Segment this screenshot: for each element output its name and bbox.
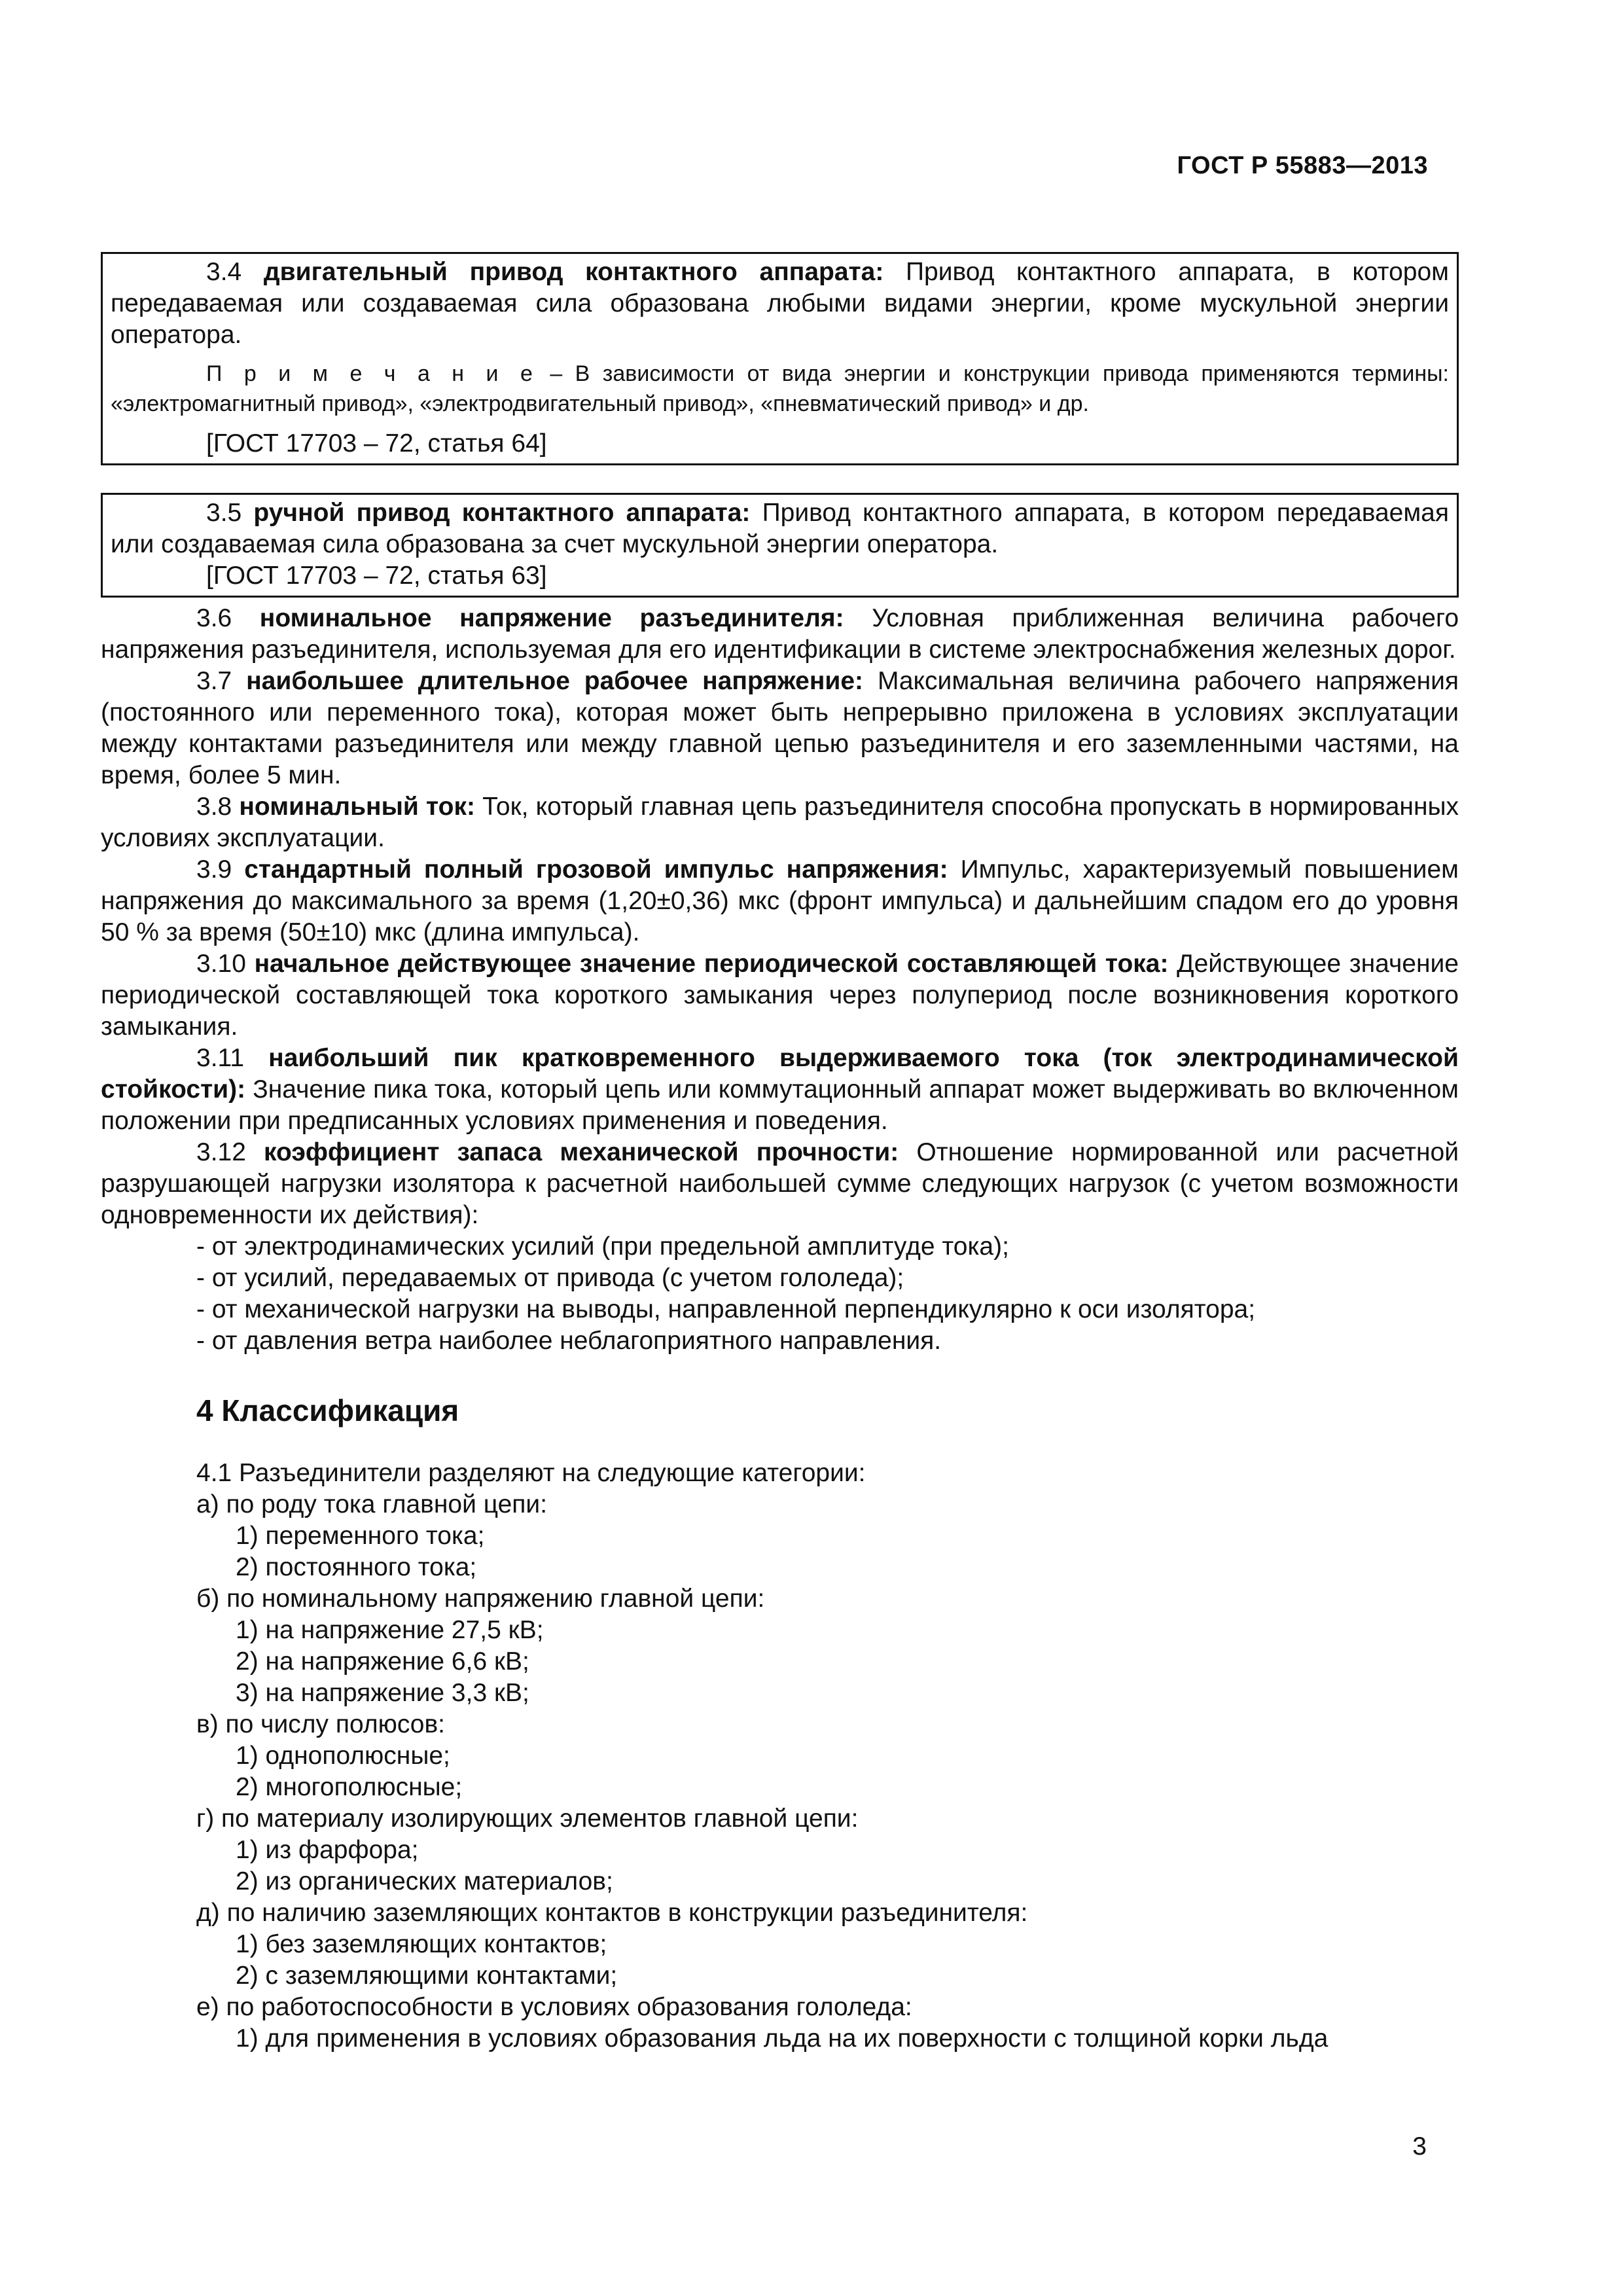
definition-box-3-5: [101, 493, 1459, 598]
definition-number: 3.8: [196, 793, 232, 821]
category-label: б) по номинальному напряжению главной цепи:: [196, 1585, 765, 1613]
source-reference: [ГОСТ 17703 – 72, статья 64]: [206, 429, 547, 457]
category-item: 2) постоянного тока;: [236, 1553, 477, 1581]
definition-text: Действующее значение периодической составляющей тока короткого замыкания через полупериод после возникновения короткого замыкания.: [101, 950, 1459, 1041]
category-label: а) по роду тока главной цепи:: [196, 1490, 548, 1518]
category-item: 3) на напряжение 3,3 кВ;: [236, 1679, 529, 1707]
category-item: 2) из органических материалов;: [236, 1867, 613, 1895]
definition-paragraph: [101, 603, 1459, 666]
definition-paragraph: [111, 257, 1449, 351]
definition-text: Привод контактного аппарата, в котором передаваемая или создаваемая сила образована за счет мускульной энергии оператора.: [111, 499, 1449, 558]
category-item: 1) однополюсные;: [236, 1742, 450, 1770]
definitions-list: [101, 603, 1459, 1357]
list-item: - от давления ветра наиболее неблагоприятного направления.: [196, 1327, 942, 1355]
definition-number: 3.11: [196, 1044, 245, 1072]
document-header: ГОСТ Р 55883—2013: [1177, 152, 1428, 179]
definition-term: ручной привод контактного аппарата:: [253, 499, 751, 527]
definition-number: 3.6: [196, 604, 232, 632]
category-label: в) по числу полюсов:: [196, 1710, 446, 1738]
definition-text: Условная приближенная величина рабочего напряжения разъединителя, используемая для его идентификации в системе электроснабжения железных дорог.: [101, 604, 1459, 664]
category-item: 1) на напряжение 27,5 кВ;: [236, 1616, 544, 1644]
definition-paragraph: [101, 666, 1459, 791]
category-item: 1) для применения в условиях образования льда на их поверхности с толщиной корки льда: [236, 2024, 1329, 2053]
definition-text: Импульс, характеризуемый повышением напряжения до максимального за время (1,20±0,36) мкс (фронт импульса) и дальнейшим спадом его до уровня 50 % за время (50±10) мкс (длина импульса).: [101, 855, 1459, 946]
definition-paragraph: [101, 854, 1459, 948]
definition-number: 3.4: [206, 258, 242, 286]
definition-term: двигательный привод контактного аппарата:: [263, 258, 884, 286]
definition-term: наибольший пик кратковременного выдерживаемого тока (ток электродинамической стойкости):: [101, 1044, 1459, 1103]
note-paragraph: [111, 359, 1449, 419]
definition-number: 3.9: [196, 855, 232, 884]
note-label: П р и м е ч а н и е: [206, 361, 537, 386]
category-item: 1) из фарфора;: [236, 1836, 419, 1864]
definition-term: коэффициент запаса механической прочности:: [264, 1138, 899, 1166]
definition-paragraph: [101, 1043, 1459, 1137]
note-text: – В зависимости от вида энергии и конструкции привода применяются термины: «электромагнитный привод», «электродвигательный привод», «пневматический привод» и др.: [111, 361, 1449, 416]
category-label: г) по материалу изолирующих элементов главной цепи:: [196, 1804, 859, 1833]
definition-paragraph: [101, 948, 1459, 1043]
category-label: е) по работоспособности в условиях образования гололеда:: [196, 1993, 912, 2021]
definition-paragraph: [101, 791, 1459, 854]
section-heading: 4 Классификация: [196, 1393, 459, 1427]
category-item: 2) многополюсные;: [236, 1773, 463, 1801]
definition-paragraph: [111, 497, 1449, 560]
category-item: 1) переменного тока;: [236, 1522, 485, 1550]
classification-list: [101, 1458, 1459, 2054]
page-number: 3: [1412, 2132, 1427, 2161]
definition-paragraph: [101, 1137, 1459, 1231]
list-item: - от электродинамических усилий (при предельной амплитуде тока);: [196, 1232, 1009, 1261]
definition-text: Ток, который главная цепь разъединителя способна пропускать в нормированных условиях эксплуатации.: [101, 793, 1459, 852]
definition-box-3-4: [101, 252, 1459, 465]
source-reference: [ГОСТ 17703 – 72, статья 63]: [206, 562, 547, 590]
category-item: 2) на напряжение 6,6 кВ;: [236, 1647, 529, 1676]
category-label: д) по наличию заземляющих контактов в конструкции разъединителя:: [196, 1899, 1028, 1927]
definition-term: номинальное напряжение разъединителя:: [259, 604, 844, 632]
definition-text: Привод контактного аппарата, в котором передаваемая или создаваемая сила образована любыми видами энергии, кроме мускульной энергии оператора.: [111, 258, 1449, 349]
definition-term: стандартный полный грозовой импульс напряжения:: [244, 855, 948, 884]
document-body: [101, 252, 1459, 2054]
definition-text: Максимальная величина рабочего напряжения (постоянного или переменного тока), которая может быть непрерывно приложена в условиях эксплуатации между контактами разъединителя или между главной цепью разъединителя и его заземленными частями, на время, более 5 мин.: [101, 667, 1459, 789]
list-item: - от механической нагрузки на выводы, направленной перпендикулярно к оси изолятора;: [196, 1295, 1256, 1323]
definition-text: Отношение нормированной или расчетной разрушающей нагрузки изолятора к расчетной наибольшей сумме следующих нагрузок (с учетом возможности одновременности их действия):: [101, 1138, 1459, 1229]
definition-number: 3.12: [196, 1138, 246, 1166]
definition-term: начальное действующее значение периодической составляющей тока:: [254, 950, 1169, 978]
category-item: 2) с заземляющими контактами;: [236, 1962, 618, 1990]
list-item: - от усилий, передаваемых от привода (с учетом гололеда);: [196, 1264, 904, 1292]
category-item: 1) без заземляющих контактов;: [236, 1930, 607, 1958]
definition-number: 3.5: [206, 499, 242, 527]
definition-number: 3.10: [196, 950, 246, 978]
definition-number: 3.7: [196, 667, 232, 695]
classification-intro: 4.1 Разъединители разделяют на следующие категории:: [196, 1459, 866, 1487]
definition-term: номинальный ток:: [239, 793, 475, 821]
definition-text: Значение пика тока, который цепь или коммутационный аппарат может выдерживать во включенном положении при предписанных условиях применения и поведения.: [101, 1075, 1459, 1135]
definition-term: наибольшее длительное рабочее напряжение:: [246, 667, 864, 695]
